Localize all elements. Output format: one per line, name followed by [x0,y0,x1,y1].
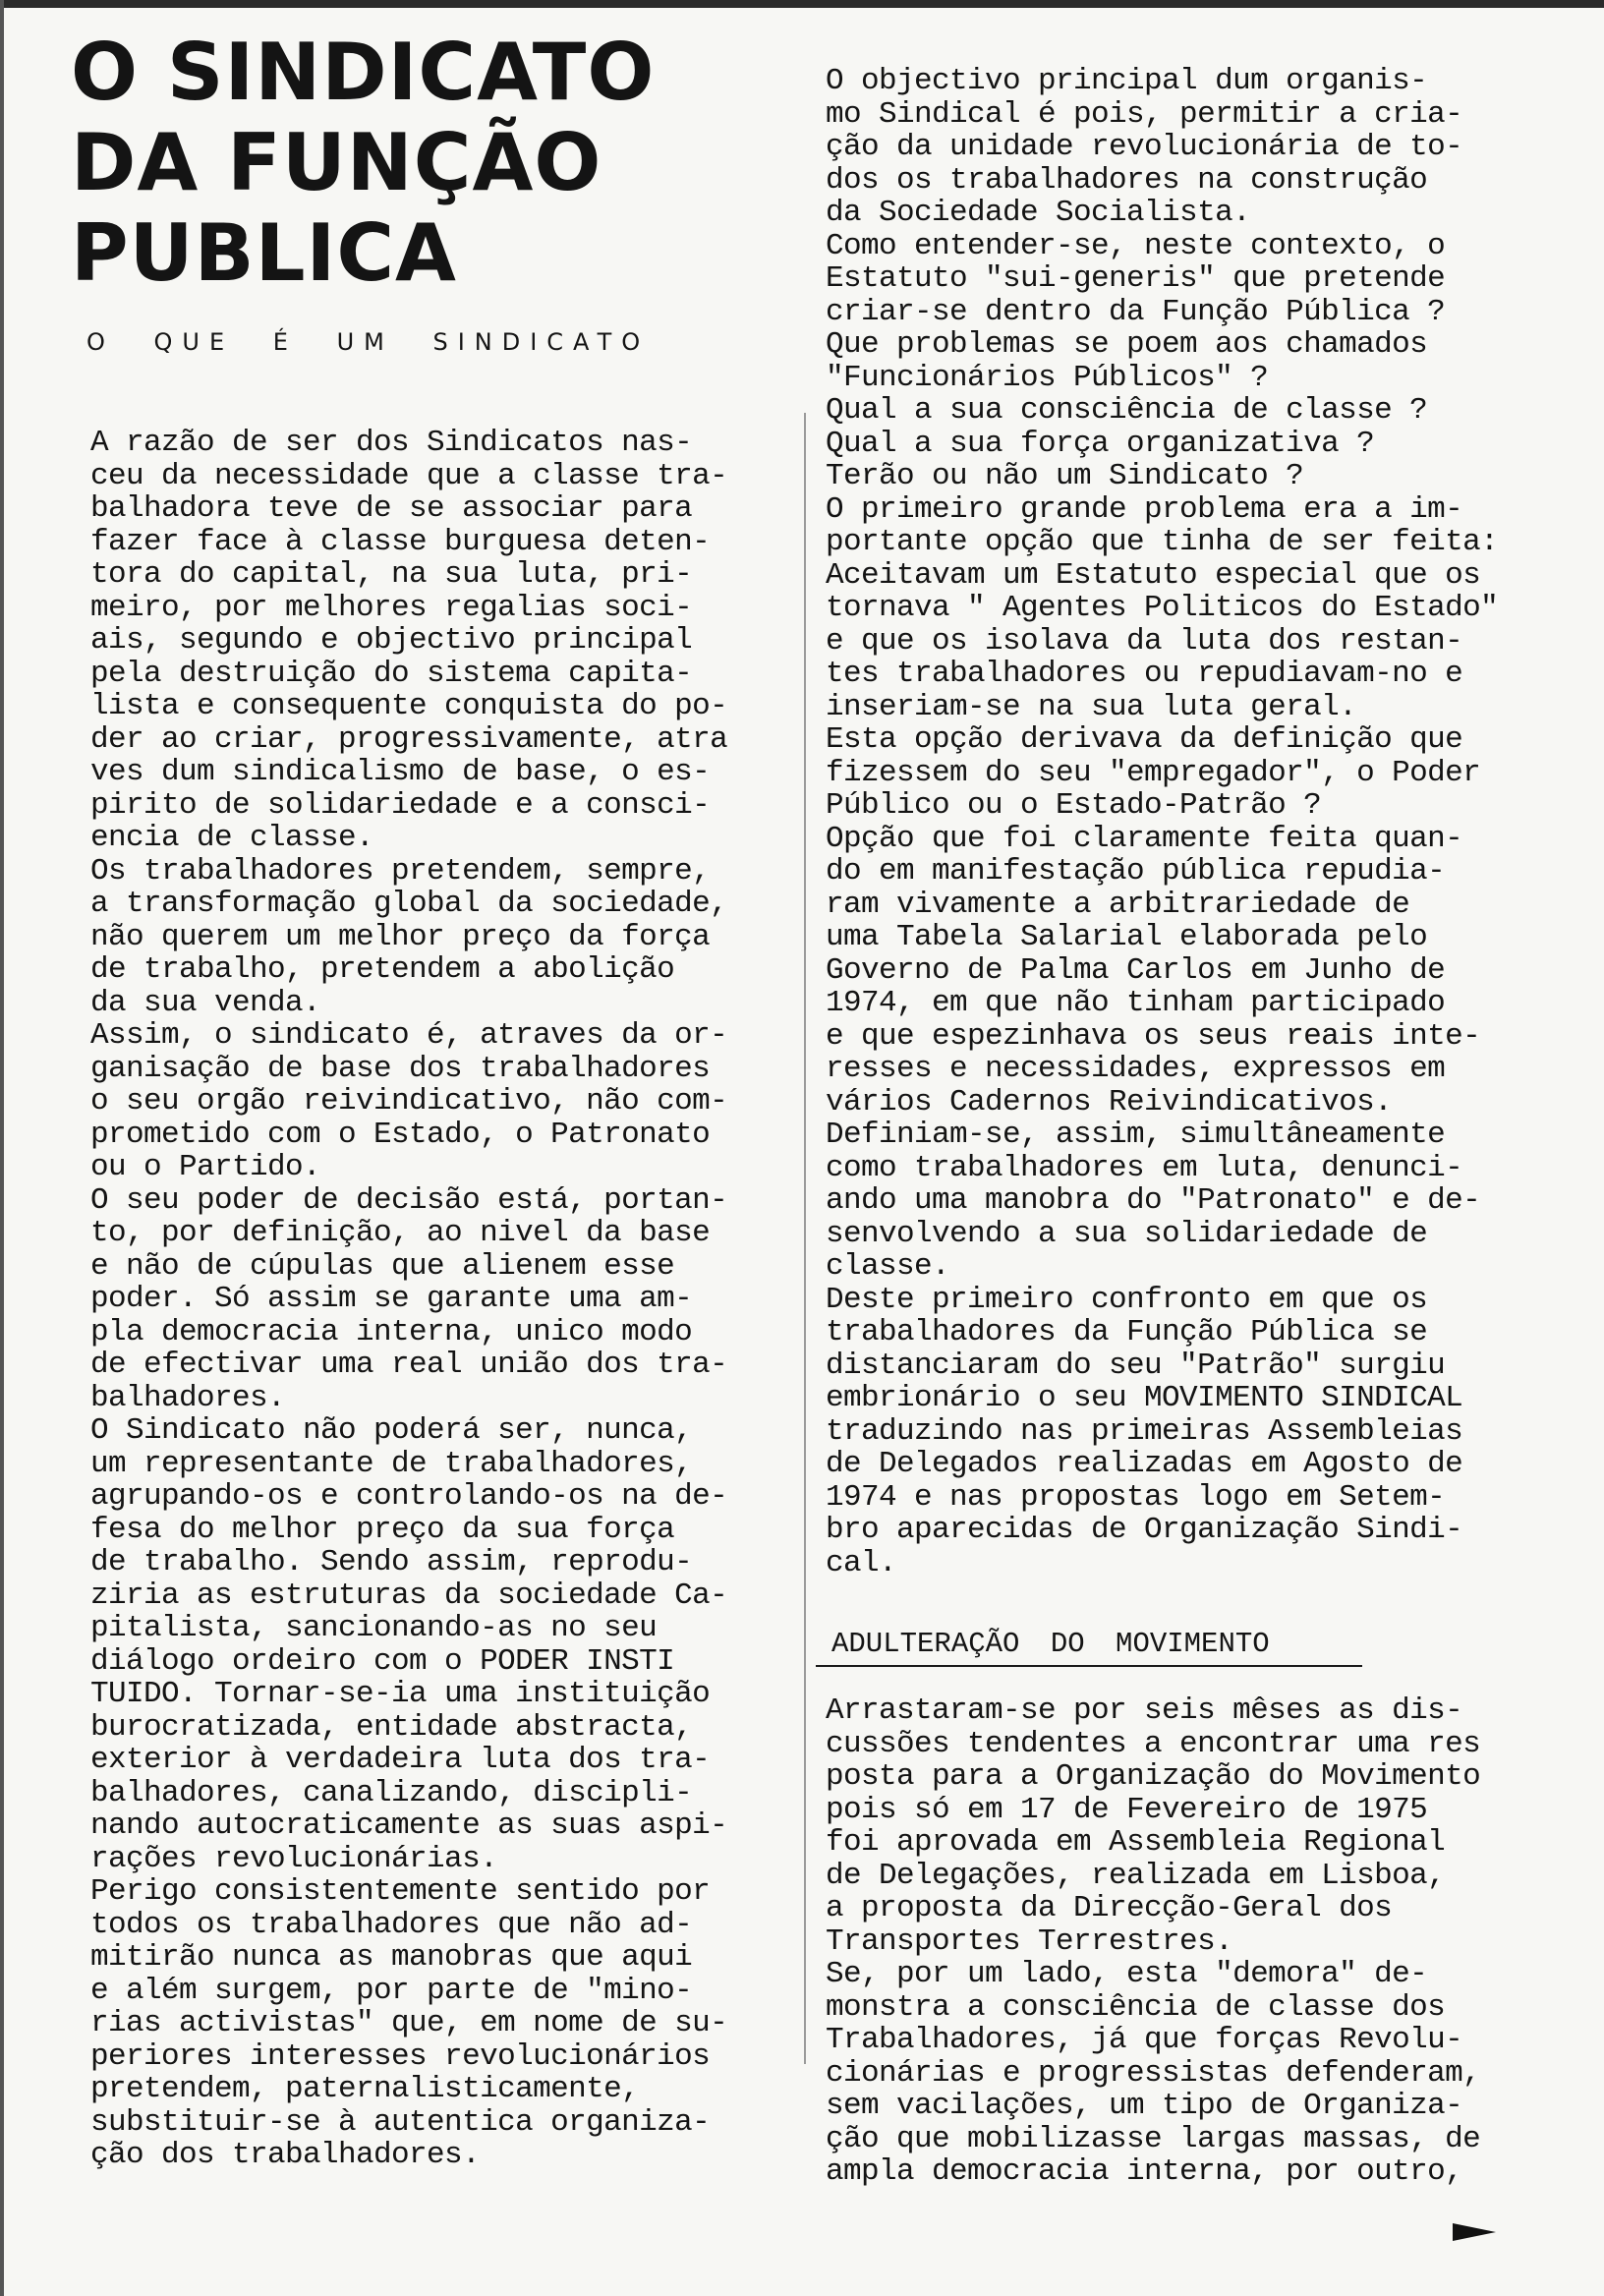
top-border-rule [0,0,1604,8]
text-line: criar-se dentro da Função Pública ? [826,294,1446,329]
text-line: cionárias e progressistas defenderam, [826,2055,1481,2091]
text-line: lista e consequente conquista do po- [90,689,728,723]
text-line: mitirão nunca as manobras que aqui [90,1940,693,1975]
headline-line-2: DA FUNÇÃO [71,117,602,208]
text-line: ziria as estruturas da sociedade Ca- [90,1578,728,1613]
text-line: exterior à verdadeira luta dos tra- [90,1743,711,1777]
text-line: Governo de Palma Carlos em Junho de [826,952,1446,988]
text-line: tora do capital, na sua luta, pri- [90,557,693,592]
text-line: Definiam-se, assim, simultâneamente [826,1118,1446,1152]
text-line: ção da unidade revolucionária de to- [826,130,1463,164]
headline [71,28,700,299]
text-line: vários Cadernos Reivindicativos. [826,1084,1393,1119]
text-line: de trabalho, pretendem a abolição [90,952,675,987]
text-line: periores interesses revolucionários [90,2038,711,2074]
text-line: portante opção que tinha de ser feita: [826,525,1499,559]
text-line: ganisação de base dos trabalhadores [90,1051,711,1086]
text-line: bro aparecidas de Organização Sindi- [826,1513,1463,1547]
text-line: da sua venda. [90,985,321,1020]
text-line: Trabalhadores, já que forças Revolu- [826,2023,1463,2057]
text-line: ram vivamente a arbitrariedade de [826,887,1410,922]
text-line: traduzindo nas primeiras Assembleias [826,1413,1463,1449]
column-divider [804,413,806,2064]
text-line: e não de cúpulas que alienem esse [90,1248,675,1284]
text-line: não querem um melhor preço da força [90,919,711,954]
text-line: Como entender-se, neste contexto, o [826,228,1446,263]
text-line: mo Sindical é pois, permitir a cria- [826,96,1463,132]
text-line: a transformação global da sociedade, [90,887,728,921]
text-line: de efectivar uma real união dos tra- [90,1348,728,1382]
text-line: trabalhadores da Função Pública se [826,1315,1428,1349]
text-line: fesa do melhor preço da sua força [90,1512,675,1547]
text-line: balhadores. [90,1380,286,1415]
text-line: ais, segundo e objectivo principal [90,623,693,658]
text-line: rias activistas" que, em nome de su- [90,2006,728,2040]
text-line: Esta opção derivava da definição que [826,722,1463,757]
text-line: rações revolucionárias. [90,1841,498,1876]
text-line: Público ou o Estado-Patrão ? [826,788,1322,823]
text-line: pretendem, paternalisticamente, [90,2072,640,2106]
text-line: Transportes Terrestres. [826,1923,1233,1959]
text-line: ampla democracia interna, por outro, [826,2154,1463,2189]
subheading: O QUE É UM SINDICATO [86,328,651,356]
text-line: embrionário o seu MOVIMENTO SINDICAL [826,1381,1463,1415]
section-heading: ADULTERAÇÃO DO MOVIMENTO [831,1628,1270,1660]
text-line: da Sociedade Socialista. [826,196,1251,230]
text-line: balhadora teve de se associar para [90,491,693,526]
section-heading-underline [816,1665,1362,1667]
text-line: Aceitavam um Estatuto especial que os [826,557,1481,593]
text-line: Que problemas se poem aos chamados [826,327,1428,362]
text-line: senvolvendo a sua solidariedade de [826,1216,1428,1251]
text-line: "Funcionários Públicos" ? [826,360,1269,395]
text-line: a proposta da Direcção-Geral dos [826,1891,1393,1925]
text-line: meiro, por melhores regalias soci- [90,590,693,625]
text-line: O Sindicato não poderá ser, nunca, [90,1413,693,1448]
text-line: pela destruição do sistema capita- [90,656,693,691]
text-line: ceu da necessidade que a classe tra- [90,458,728,493]
text-line: diálogo ordeiro com o PODER INSTI [90,1643,675,1679]
text-line: todos os trabalhadores que não ad- [90,1907,693,1942]
continue-arrow-icon [1453,2223,1496,2241]
text-line: Os trabalhadores pretendem, sempre, [90,853,711,889]
text-line: sem vacilações, um tipo de Organiza- [826,2089,1463,2123]
text-line: posta para a Organização do Movimento [826,1759,1481,1794]
text-line: distanciaram do seu "Patrão" surgiu [826,1348,1446,1383]
text-line: do em manifestação pública repudia- [826,854,1446,889]
text-line: tornava " Agentes Politicos do Estado" [826,591,1499,625]
text-line: prometido com o Estado, o Patronato [90,1117,711,1152]
headline-line-1: O SINDICATO [71,27,656,118]
text-line: nando autocraticamente as suas aspi- [90,1808,728,1843]
text-line: poder. Só assim se garante uma am- [90,1282,693,1316]
text-line: Terão ou não um Sindicato ? [826,459,1304,493]
text-line: de Delegações, realizada em Lisboa, [826,1858,1446,1893]
text-line: Qual a sua consciência de classe ? [826,393,1428,428]
right-column-text-bottom [826,1694,1553,2189]
left-border-rule [0,0,4,2296]
text-line: pirito de solidariedade e a consci- [90,787,711,823]
text-line: uma Tabela Salarial elaborada pelo [826,920,1428,954]
text-line: der ao criar, progressivamente, atra [90,721,728,757]
text-line: resses e necessidades, expressos em [826,1052,1446,1086]
text-line: tes trabalhadores ou repudiavam-no e [826,657,1463,691]
text-line: pois só em 17 de Fevereiro de 1975 [826,1792,1428,1827]
text-line: cal. [826,1545,897,1580]
text-line: Perigo consistentemente sentido por [90,1874,711,1909]
text-line: burocratizada, entidade abstracta, [90,1709,693,1745]
text-line: pitalista, sancionando-as no seu [90,1611,658,1645]
text-line: fizessem do seu "empregador", o Poder [826,755,1481,790]
text-line: Qual a sua força organizativa ? [826,426,1375,461]
text-line: ves dum sindicalismo de base, o es- [90,755,711,789]
text-line: de trabalho. Sendo assim, reprodu- [90,1545,693,1579]
text-line: 1974 e nas propostas logo em Setem- [826,1479,1446,1515]
text-line: A razão de ser dos Sindicatos nas- [90,426,693,460]
text-line: ando uma manobra do "Patronato" e de- [826,1183,1481,1218]
text-line: foi aprovada em Assembleia Regional [826,1825,1446,1860]
text-line: dos os trabalhadores na construção [826,162,1428,198]
text-line: o seu orgão reivindicativo, não com- [90,1084,728,1119]
text-line: ção que mobilizasse largas massas, de [826,2121,1481,2156]
text-line: Arrastaram-se por seis mêses as dis- [826,1693,1463,1728]
text-line: Assim, o sindicato é, atraves da or- [90,1018,728,1053]
text-line: um representante de trabalhadores, [90,1446,693,1481]
text-line: monstra a consciência de classe dos [826,1989,1446,2025]
text-line: como trabalhadores em luta, denunci- [826,1150,1463,1185]
text-line: fazer face à classe burguesa deten- [90,524,711,559]
text-line: Deste primeiro confronto em que os [826,1282,1428,1317]
text-line: to, por definição, ao nivel da base [90,1216,711,1250]
text-line: classe. [826,1249,950,1284]
text-line: ção dos trabalhadores. [90,2138,481,2172]
text-line: e além surgem, por parte de "mino- [90,1973,693,2008]
text-line: substituir-se à autentica organiza- [90,2104,711,2140]
text-line: O primeiro grande problema era a im- [826,491,1463,527]
text-line: agrupando-os e controlando-os na de- [90,1479,728,1514]
text-line: ou o Partido. [90,1150,321,1184]
text-line: inseriam-se na sua luta geral. [826,689,1357,724]
text-line: TUIDO. Tornar-se-ia uma instituição [90,1677,711,1711]
text-line: O objectivo principal dum organis- [826,64,1428,98]
text-line: e que espezinhava os seus reais inte- [826,1018,1481,1054]
text-line: cussões tendentes a encontrar uma res [826,1726,1481,1761]
text-line: balhadores, canalizando, discipli- [90,1775,693,1810]
text-line: O seu poder de decisão está, portan- [90,1182,728,1218]
text-line: encia de classe. [90,821,374,855]
text-line: Estatuto "sui-generis" que pretende [826,261,1446,296]
text-line: de Delegados realizadas em Agosto de [826,1447,1463,1481]
headline-line-3: PUBLICA [71,207,457,299]
right-column-text-top [826,65,1553,1579]
text-line: Opção que foi claramente feita quan- [826,821,1463,856]
text-line: pla democracia interna, unico modo [90,1314,693,1349]
left-column-text [90,427,778,2172]
text-line: Se, por um lado, esta "demora" de- [826,1957,1428,1991]
text-line: e que os isolava da luta dos restan- [826,623,1463,659]
text-line: 1974, em que não tinham participado [826,986,1446,1020]
